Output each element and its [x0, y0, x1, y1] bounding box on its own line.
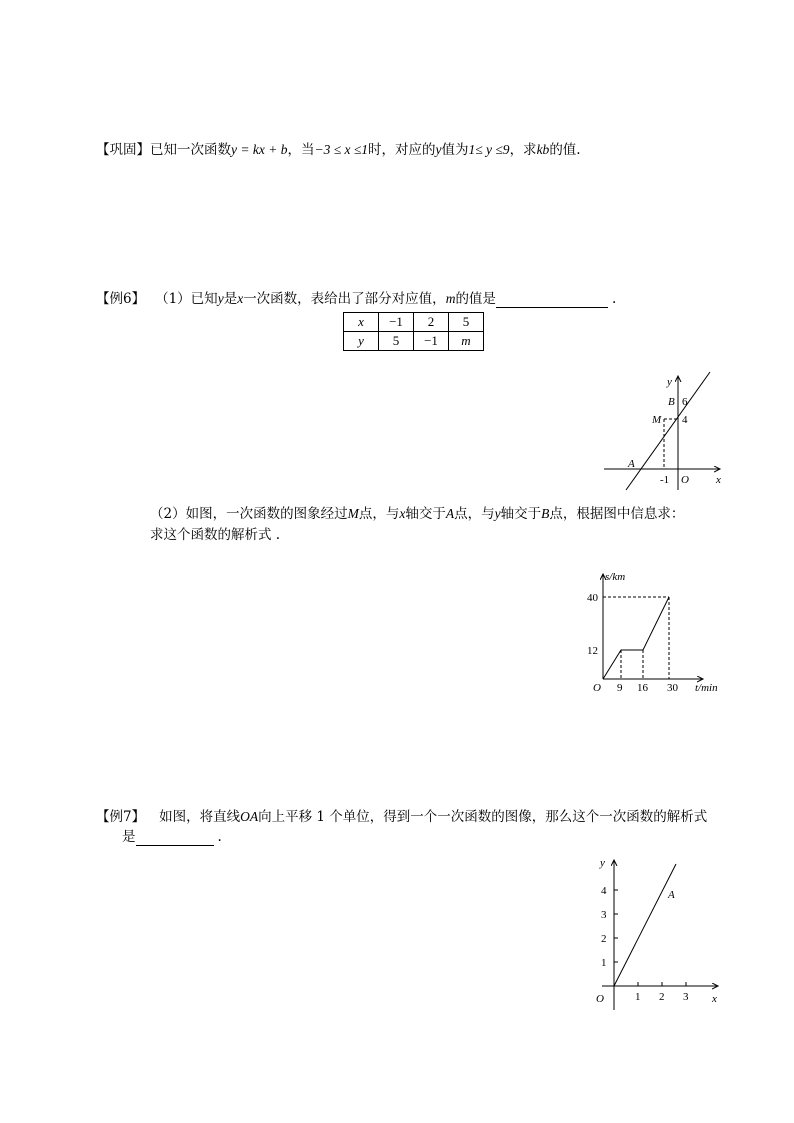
- example6-part2-line2: 求这个函数的解析式 .: [150, 527, 281, 543]
- tick-4: 4: [682, 414, 688, 426]
- consolidation-problem: 【巩固】已知一次函数y = kx + b，当−3 ≤ x ≤1时，对应的y值为1≤ y ≤9，求kb的值.: [96, 142, 581, 158]
- y-axis-label: y: [667, 376, 672, 388]
- x-axis-label: t/min: [695, 682, 718, 694]
- point-M-label: M: [652, 414, 662, 426]
- consolidation-tag: 【巩固】: [96, 142, 150, 158]
- line-graph-3: [590, 852, 730, 1012]
- example7-line2: 是 .: [122, 829, 222, 845]
- origin-label: O: [593, 682, 601, 694]
- x-range: −3 ≤ x ≤1: [314, 142, 368, 157]
- point-B-label: B: [668, 396, 675, 408]
- y-range: 1≤ y ≤9: [468, 142, 510, 157]
- point-A-label: A: [628, 458, 635, 470]
- x-axis-label: x: [716, 474, 721, 486]
- tick-x1: 1: [635, 991, 641, 1003]
- tick-30: 30: [667, 682, 678, 694]
- example7-tag: 【例7】: [96, 809, 146, 825]
- table-row: x −1 2 5: [344, 313, 484, 332]
- x-axis-label: x: [712, 993, 717, 1005]
- example7: 【例7】 如图，将直线OA向上平移 1 个单位，得到一个一次函数的图像，那么这个一次函数的解析式: [96, 809, 708, 825]
- tick-4: 4: [601, 885, 607, 897]
- point-A-label: A: [668, 889, 675, 901]
- journey-line: [603, 597, 669, 679]
- y-axis-label: y: [600, 857, 605, 869]
- function-line: [626, 372, 710, 490]
- example6-part1: 【例6】 （1）已知y是x一次函数，表给出了部分对应值，m的值是 .: [96, 291, 617, 307]
- origin-label: O: [681, 474, 689, 486]
- tick-1: 1: [601, 957, 607, 969]
- example6-tag: 【例6】: [96, 291, 146, 307]
- value-table: [343, 312, 484, 351]
- tick-6: 6: [682, 396, 688, 408]
- line-graph-1: [600, 372, 730, 492]
- y-axis-label: s/km: [605, 571, 626, 583]
- tick-40: 40: [587, 592, 598, 604]
- tick-16: 16: [637, 682, 648, 694]
- tick-3: 3: [601, 909, 607, 921]
- example6-part2: （2）如图，一次函数的图象经过M点，与x轴交于A点，与y轴交于B点，根据图中信息求：: [150, 506, 685, 522]
- tick-x3: 3: [683, 991, 689, 1003]
- answer-blank[interactable]: [496, 293, 608, 308]
- tick-neg1: -1: [660, 474, 670, 486]
- answer-blank[interactable]: [136, 831, 214, 846]
- tick-12: 12: [587, 645, 598, 657]
- line-OA: [614, 864, 676, 986]
- origin-label: O: [596, 993, 604, 1005]
- function-equation: y = kx + b: [231, 142, 288, 157]
- distance-time-graph: [585, 568, 735, 698]
- tick-9: 9: [617, 682, 623, 694]
- tick-x2: 2: [659, 991, 665, 1003]
- tick-2: 2: [601, 933, 607, 945]
- table-row: y 5 −1 m: [344, 332, 484, 351]
